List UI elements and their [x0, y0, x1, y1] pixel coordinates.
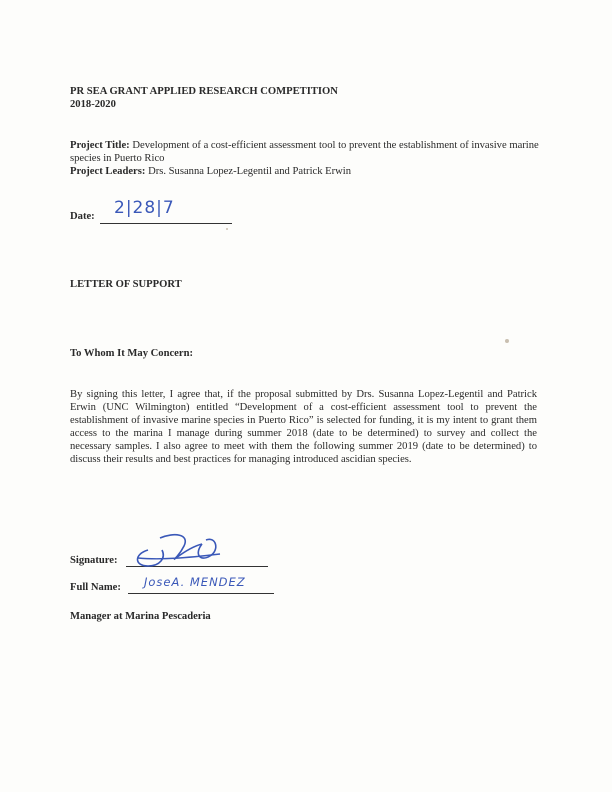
date-label: Date:	[70, 211, 95, 222]
handwritten-name: JoseA. MENDEZ	[144, 575, 246, 589]
salutation: To Whom It May Concern:	[70, 348, 194, 359]
competition-name: PR SEA GRANT APPLIED RESEARCH COMPETITION	[70, 86, 338, 97]
competition-years: 2018-2020	[70, 99, 116, 110]
signer-position: Manager at Marina Pescaderia	[70, 611, 211, 622]
scan-speck	[505, 339, 509, 343]
letter-body: By signing this letter, I agree that, if the proposal submitted by Drs. Susanna Lopez-Legentil and Patrick Erwin (UNC Wilmington) entitled “Development of a cost-efficient assessment tool to prevent the establishment of invasive marine species in Puerto Rico” is selected for funding, it is my intent to grant them access to the marina I manage during summer 2018 (date to be determined) to survey and collect the necessary samples. I also agree to meet with them the following summer 2019 (date to be determined) to discuss their results and best practices for managing introduced ascidian species.	[70, 389, 537, 465]
project-title	[70, 139, 540, 165]
project-title-text: Development of a cost-efficient assessment tool to prevent the establishment of invasive marine species in Puerto Rico	[70, 140, 539, 164]
date-field	[70, 198, 240, 226]
document-header	[70, 85, 338, 111]
handwritten-date: 2|28|7	[114, 198, 175, 218]
project-leaders	[70, 165, 540, 178]
project-leaders-label: Project Leaders:	[70, 166, 146, 177]
full-name-field	[70, 574, 280, 596]
full-name-label: Full Name:	[70, 582, 121, 593]
project-leaders-text: Drs. Susanna Lopez-Legentil and Patrick Erwin	[148, 166, 352, 177]
signature-label: Signature:	[70, 555, 118, 566]
date-underline	[100, 223, 232, 224]
project-title-label: Project Title:	[70, 140, 130, 151]
signature-field	[70, 528, 280, 572]
handwritten-signature	[130, 528, 230, 572]
scan-speck	[226, 228, 228, 230]
letter-title: LETTER OF SUPPORT	[70, 279, 182, 290]
full-name-underline	[128, 593, 274, 594]
project-info	[70, 139, 540, 178]
